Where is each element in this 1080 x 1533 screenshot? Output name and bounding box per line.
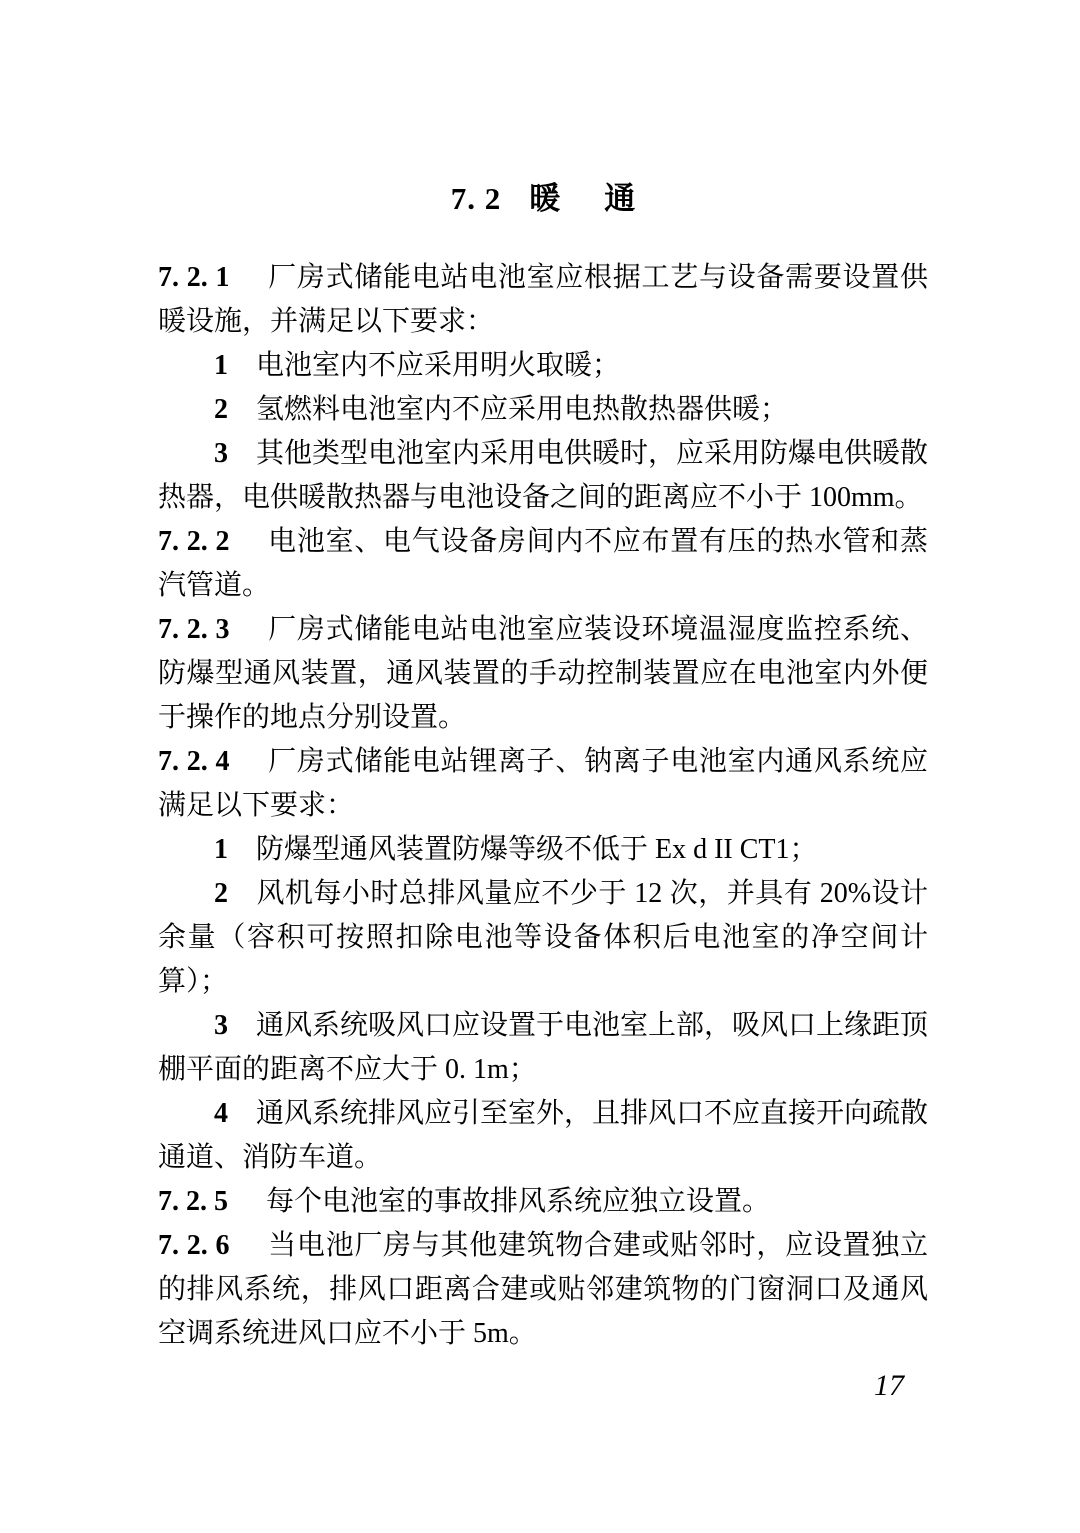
list-item-paragraph [158, 872, 928, 1004]
section-title-word: 暖 [529, 181, 561, 216]
paragraph-text: 当电池厂房与其他建筑物合建或贴邻时，应设置独立的排风系统，排风口距离合建或贴邻建筑物的门窗洞口及通风空调系统进风口应不小于 5m。 [158, 1230, 929, 1349]
item-number: 1 [214, 834, 228, 865]
paragraph-text: 氢燃料电池室内不应采用电热散热器供暖； [256, 394, 789, 425]
list-item-paragraph [158, 344, 928, 388]
clause-paragraph [158, 256, 928, 344]
paragraph-text: 电池室、电气设备房间内不应布置有压的热水管和蒸汽管道。 [158, 526, 929, 601]
list-item-paragraph [158, 1092, 928, 1180]
clause-number: 7. 2. 4 [158, 746, 230, 777]
clause-number: 7. 2. 3 [158, 614, 230, 645]
list-item-paragraph [158, 388, 928, 432]
paragraph-text: 厂房式储能电站电池室应根据工艺与设备需要设置供暖设施，并满足以下要求： [158, 262, 929, 337]
paragraph-text: 厂房式储能电站锂离子、钠离子电池室内通风系统应满足以下要求： [158, 746, 929, 821]
section-number: 7. 2 [450, 181, 502, 216]
item-number: 3 [214, 438, 228, 469]
paragraph-text: 每个电池室的事故排风系统应独立设置。 [266, 1186, 771, 1217]
paragraph-text: 防爆型通风装置防爆等级不低于 Ex d II CT1； [256, 834, 818, 865]
page-number: 17 [874, 1369, 904, 1402]
item-number: 1 [214, 350, 228, 381]
list-item-paragraph [158, 432, 928, 520]
paragraph-text: 风机每小时总排风量应不少于 12 次，并具有 20%设计余量（容积可按照扣除电池等设备体积后电池室的净空间计算）； [158, 878, 928, 997]
item-number: 3 [214, 1010, 228, 1041]
paragraph-text: 通风系统吸风口应设置于电池室上部，吸风口上缘距顶棚平面的距离不应大于 0. 1m； [158, 1010, 929, 1085]
paragraph-text: 电池室内不应采用明火取暖； [256, 350, 621, 381]
clause-paragraph [158, 1224, 928, 1356]
paragraph-text: 通风系统排风应引至室外，且排风口不应直接开向疏散通道、消防车道。 [158, 1098, 929, 1173]
item-number: 2 [214, 878, 228, 909]
clause-number: 7. 2. 2 [158, 526, 230, 557]
clause-number: 7. 2. 6 [158, 1230, 230, 1261]
section-title-word: 通 [604, 181, 636, 216]
clause-paragraph [158, 1180, 928, 1224]
section-title [158, 180, 928, 218]
document-body [158, 256, 928, 1356]
item-number: 2 [214, 394, 228, 425]
clause-number: 7. 2. 5 [158, 1186, 228, 1217]
paragraph-text: 厂房式储能电站电池室应装设环境温湿度监控系统、防爆型通风装置，通风装置的手动控制装置应在电池室内外便于操作的地点分别设置。 [158, 614, 929, 733]
clause-number: 7. 2. 1 [158, 262, 230, 293]
clause-paragraph [158, 608, 928, 740]
item-number: 4 [214, 1098, 228, 1129]
clause-paragraph [158, 520, 928, 608]
clause-paragraph [158, 740, 928, 828]
paragraph-text: 其他类型电池室内采用电供暖时，应采用防爆电供暖散热器，电供暖散热器与电池设备之间的距离应不小于 100mm。 [158, 438, 929, 513]
list-item-paragraph [158, 1004, 928, 1092]
list-item-paragraph [158, 828, 928, 872]
